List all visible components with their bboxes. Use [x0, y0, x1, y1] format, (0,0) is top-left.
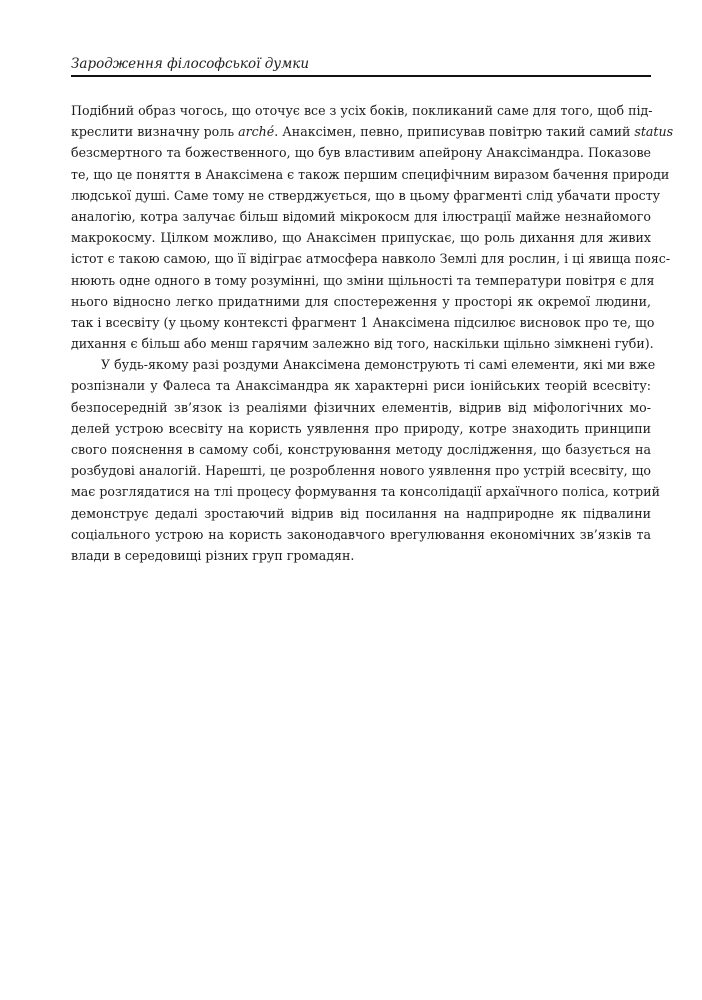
- text-line: [71, 227, 651, 248]
- text-run: влади в середовищі різних груп громадян.: [71, 547, 355, 563]
- text-line: [71, 312, 655, 333]
- text-run: Подібний образ чогось, що оточує все з усіх боків, покликаний саме для того, щоб під-: [71, 103, 653, 118]
- text-run: людської душі. Саме тому не стверджується, що в цьому фрагменті слід убачати просту: [71, 187, 661, 203]
- text-run: У будь-якому разі роздуми Анаксімена демонструють ті самі елементи, які ми вже: [101, 357, 656, 373]
- text-line: [71, 460, 651, 481]
- text-run: те, що це поняття в Анаксімена є також першим специфічним виразом бачення природи: [71, 166, 670, 182]
- text-line: [71, 206, 651, 227]
- text-run: делей устрою всесвіту на користь уявлення про природу, котре знаходить принципи: [71, 420, 651, 436]
- text-line: [71, 375, 651, 396]
- text-line: [71, 142, 651, 163]
- text-run: має розглядатися на тлі процесу формування та консолідації архаїчного поліса, котрий: [71, 484, 660, 500]
- italic-term: arché: [238, 124, 275, 140]
- text-line: [71, 545, 651, 566]
- text-run: . Анаксімен, певно, приписував повітрю такий самий: [274, 124, 635, 140]
- text-line: [71, 397, 651, 418]
- text-run: безпосередній зв’язок із реаліями фізичних елементів, відрив від міфологічних мо-: [71, 399, 651, 415]
- text-run: соціального устрою на користь законодавчого врегулювання економічних зв’язків та: [71, 526, 651, 542]
- paragraph: [71, 354, 660, 566]
- text-run: аналогію, котра залучає більш відомий мікрокосм для ілюстрації майже незнайомого: [71, 208, 651, 224]
- text-line: [71, 270, 655, 291]
- header-rule: [71, 75, 651, 77]
- text-line: [71, 248, 671, 269]
- text-line: [71, 100, 651, 121]
- text-line: [71, 439, 651, 460]
- text-run: розпізнали у Фалеса та Анаксімандра як характерні риси іонійських теорій всесвіту:: [71, 378, 651, 394]
- text-run: розбудові аналогій. Нарешті, це розроблення нового уявлення про устрій всесвіту, що: [71, 463, 651, 479]
- text-run: демонструє дедалі зростаючий відрив від посилання на надприродне як підвалини: [71, 505, 651, 521]
- paragraph: [71, 100, 674, 354]
- body-text: [71, 100, 674, 566]
- text-run: креслити визначну роль: [71, 124, 239, 140]
- text-line: [71, 121, 674, 142]
- text-run: нюють одне одного в тому розумінні, що зміни щільності та температури повітря є для: [71, 272, 655, 288]
- text-run: так і всесвіту (у цьому контексті фрагмент 1 Анаксімена підсилює висновок про те, що: [71, 314, 655, 330]
- text-run: нього відносно легко придатними для спостереження у просторі як окремої людини,: [71, 293, 651, 309]
- text-run: свого пояснення в самому собі, конструювання методу дослідження, що базується на: [71, 442, 651, 457]
- text-run: макрокосму. Цілком можливо, що Анаксімен припускає, що роль дихання для живих: [71, 230, 651, 246]
- running-header: Зародження філософської думки: [71, 56, 310, 72]
- text-line: [71, 354, 656, 375]
- text-line: [71, 418, 651, 439]
- text-run: безсмертного та божественного, що був властивим апейрону Анаксімандра. Показове: [71, 145, 651, 161]
- text-run: істот є такою самою, що її відіграє атмосфера навколо Землі для рослин, і ці явища пояс-: [71, 251, 671, 267]
- text-line: [71, 524, 651, 545]
- italic-term: status: [634, 124, 674, 140]
- text-run: дихання є більш або менш гарячим залежно від того, наскільки щільно зімкнені губи).: [71, 336, 654, 352]
- text-line: [71, 481, 660, 502]
- text-line: [71, 164, 670, 185]
- text-line: [71, 185, 661, 206]
- text-line: [71, 291, 651, 312]
- text-line: [71, 333, 654, 354]
- text-line: [71, 503, 651, 524]
